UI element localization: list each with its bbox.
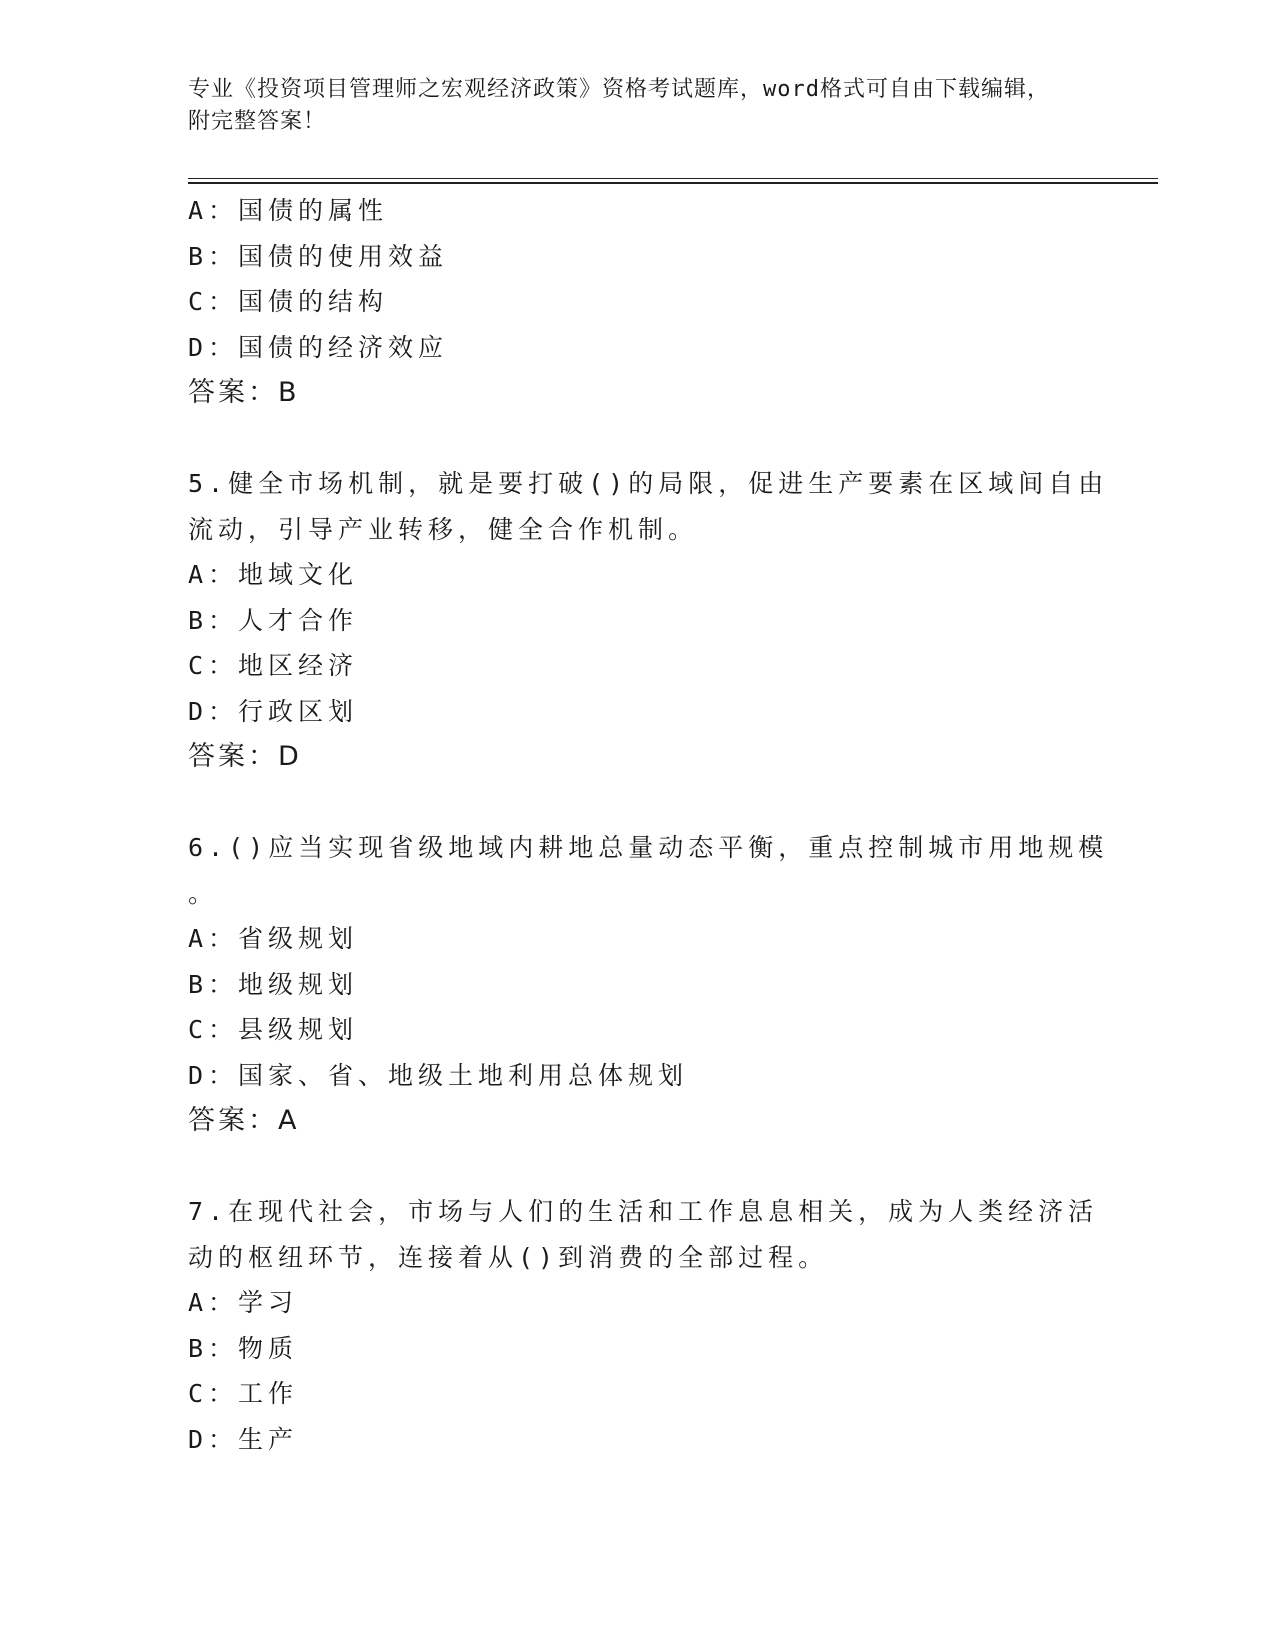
- question-block-7: [188, 1189, 1099, 1462]
- option-b: B：国债的使用效益: [188, 241, 449, 271]
- option-d: D：国债的经济效应: [188, 332, 449, 362]
- option-b: B：地级规划: [188, 969, 359, 999]
- option-c: C：县级规划: [188, 1015, 359, 1044]
- question-text-line: 5.健全市场机制，就是要打破()的局限，促进生产要素在区域间自由: [188, 469, 1109, 498]
- question-text-line: 7.在现代社会，市场与人们的生活和工作息息相关，成为人类经济活: [188, 1197, 1099, 1226]
- answer-label: 答案：A: [188, 1105, 300, 1136]
- option-a: A：省级规划: [188, 924, 359, 953]
- header-rule-thick: [188, 182, 1158, 184]
- option-c: C：工作: [188, 1379, 299, 1408]
- option-a: A：学习: [188, 1288, 299, 1317]
- question-block-5: [188, 461, 1109, 780]
- document-header: 专业《投资项目管理师之宏观经济政策》资格考试题库，word格式可自由下载编辑，附完整答案！: [188, 77, 1050, 134]
- question-text-line: 。: [188, 878, 219, 908]
- option-d: D：生产: [188, 1424, 299, 1454]
- option-a: A：国债的属性: [188, 196, 389, 225]
- option-a: A：地域文化: [188, 560, 359, 589]
- question-block-6: [188, 825, 1109, 1144]
- question-text-line: 6.()应当实现省级地域内耕地总量动态平衡，重点控制城市用地规模: [188, 833, 1109, 862]
- spacer: [188, 780, 1068, 826]
- spacer: [188, 1144, 1068, 1190]
- option-c: C：国债的结构: [188, 287, 389, 316]
- option-b: B：人才合作: [188, 605, 359, 635]
- question-text-line: 流动，引导产业转移，健全合作机制。: [188, 514, 699, 544]
- question-list: [188, 188, 1109, 1462]
- spacer: [188, 416, 1068, 462]
- option-c: C：地区经济: [188, 651, 359, 680]
- option-b: B：物质: [188, 1333, 299, 1363]
- option-d: D：国家、省、地级土地利用总体规划: [188, 1060, 689, 1090]
- answer-label: 答案：D: [188, 741, 302, 772]
- answer-label: 答案：B: [188, 377, 300, 408]
- option-d: D：行政区划: [188, 696, 359, 726]
- question-block-prev: [188, 188, 1068, 416]
- header-rule-thin: [188, 178, 1158, 179]
- question-text-line: 动的枢纽环节，连接着从()到消费的全部过程。: [188, 1242, 829, 1272]
